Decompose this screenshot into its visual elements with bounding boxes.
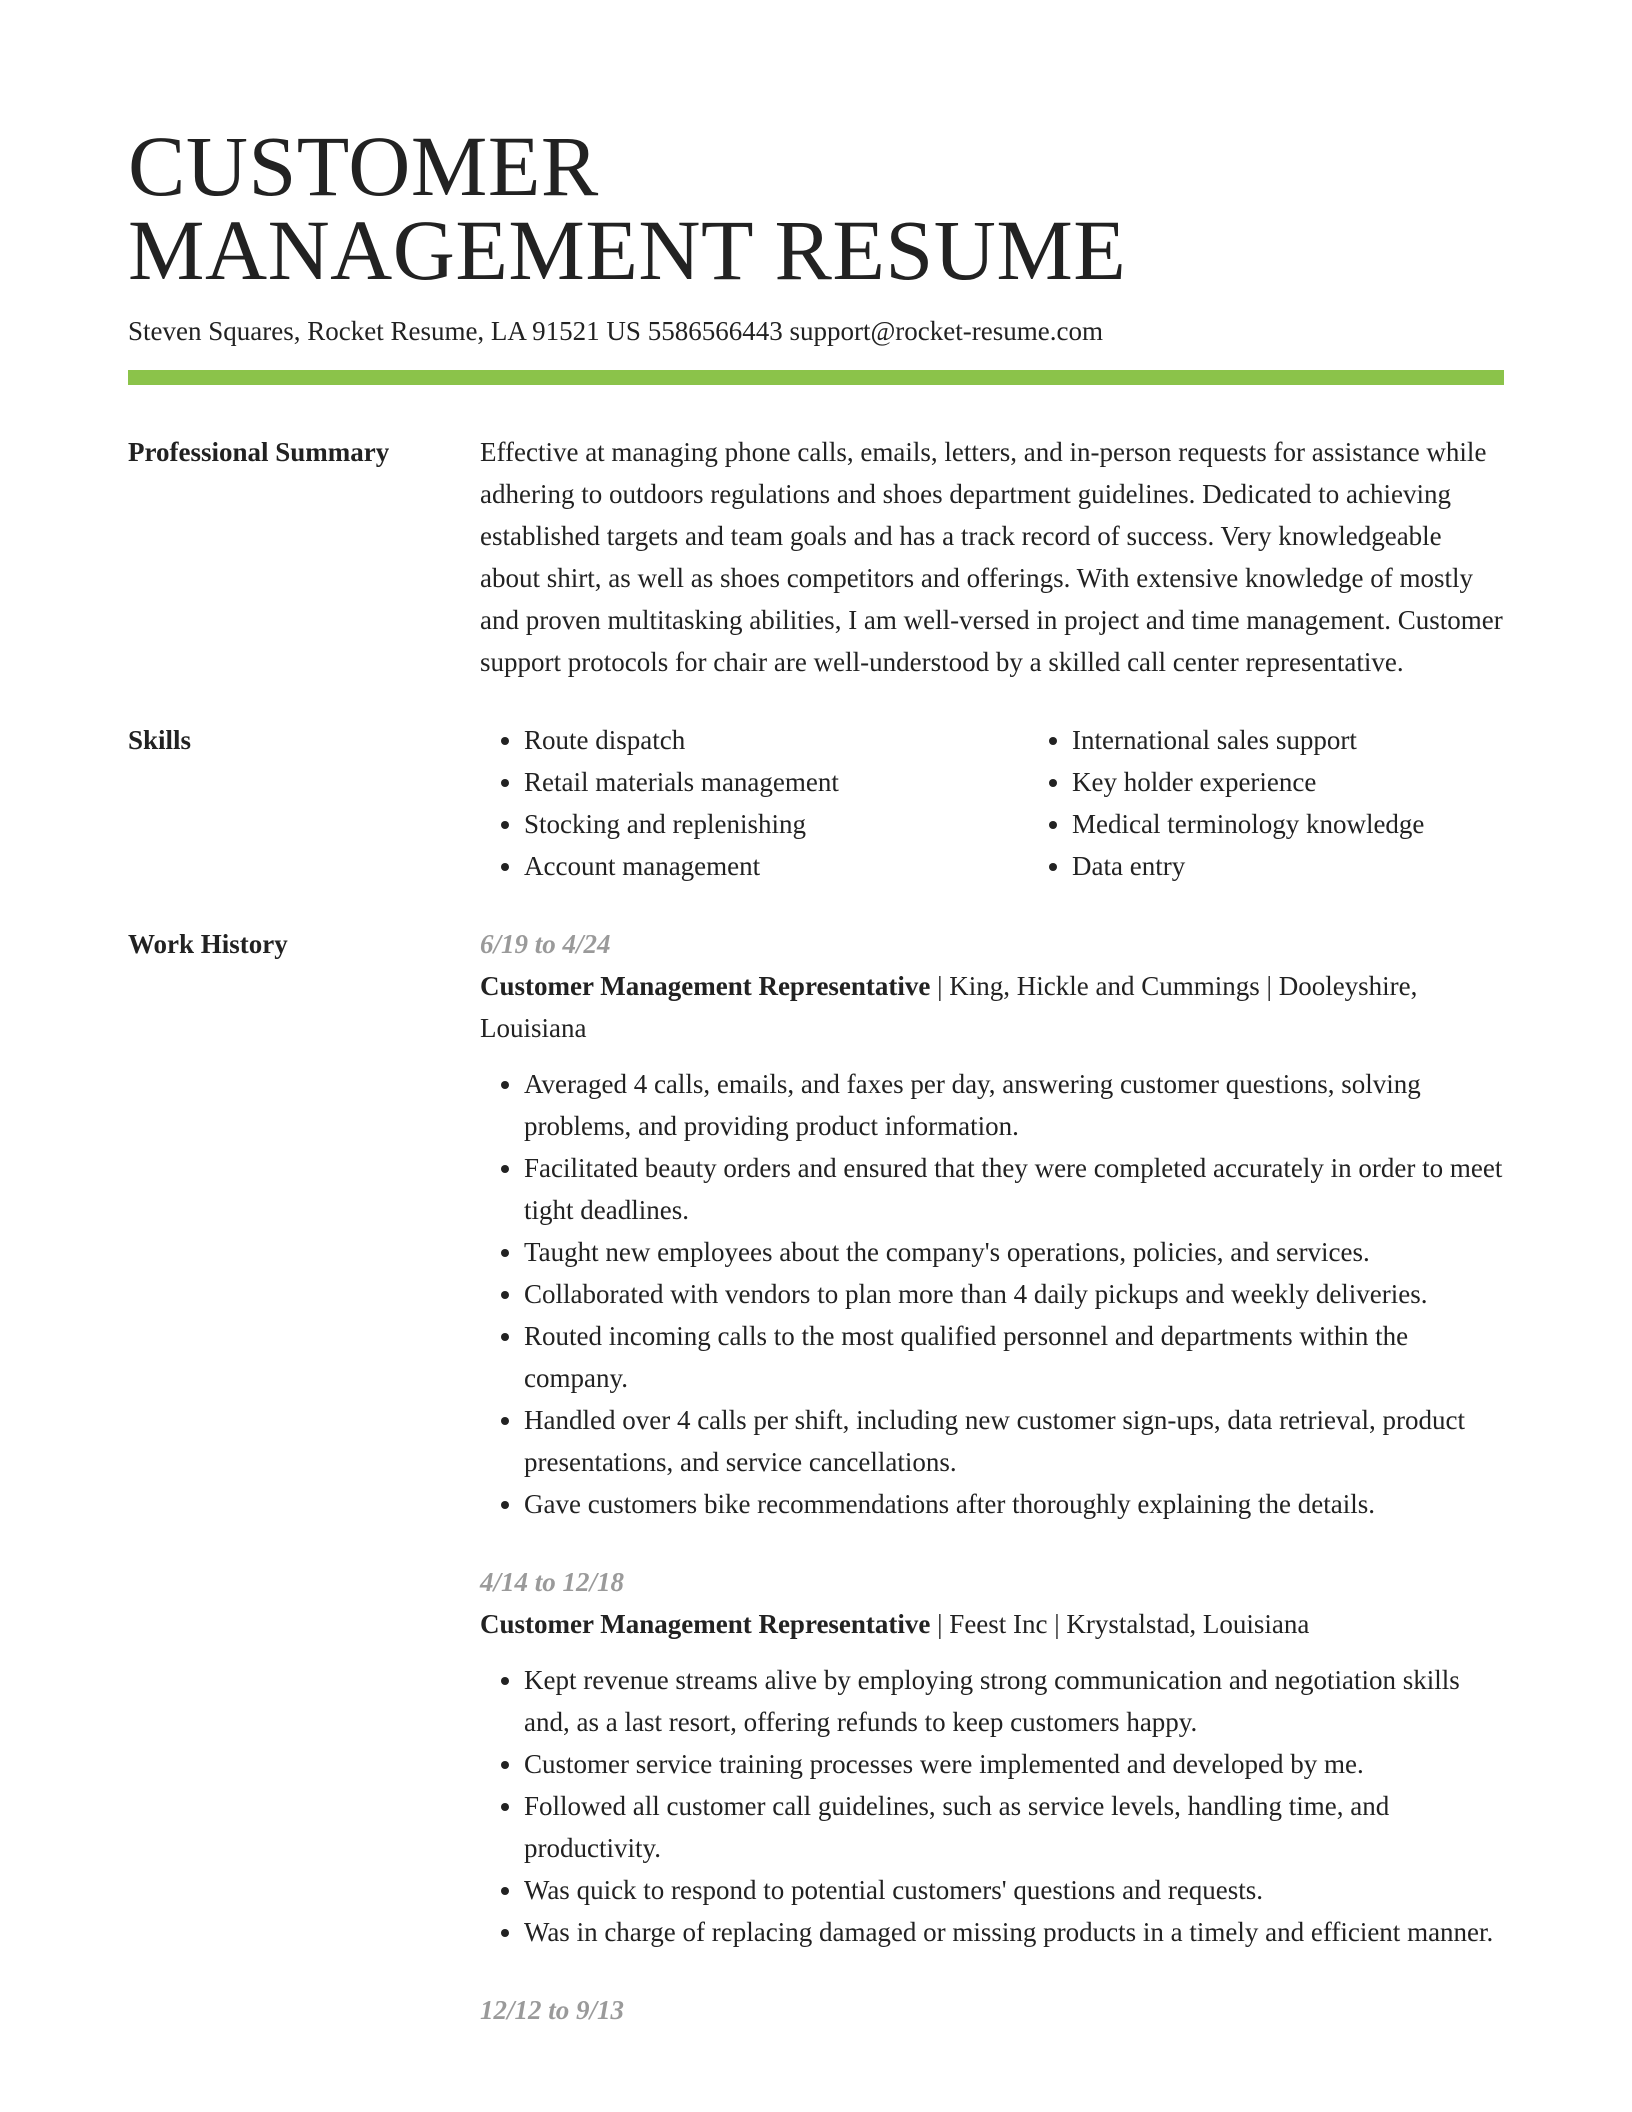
skill-item: • Stocking and replenishing xyxy=(524,803,1028,845)
skill-item: • Route dispatch xyxy=(524,719,1028,761)
job-dates: 4/14 to 12/18 xyxy=(480,1567,625,1597)
skills-column-right xyxy=(1028,719,1576,887)
skills-column-left xyxy=(480,719,1028,887)
job-bullet: • Was in charge of replacing damaged or missing products in a timely and efficient manner. xyxy=(524,1911,1504,1953)
job-bullet: • Handled over 4 calls per shift, including new customer sign-ups, data retrieval, product presentations, and service cancellations. xyxy=(524,1399,1504,1483)
resume-page xyxy=(128,118,1504,2067)
resume-title xyxy=(128,118,1504,298)
job-bullet: • Was quick to respond to potential customers' questions and requests. xyxy=(524,1869,1504,1911)
summary-text: Effective at managing phone calls, emails, letters, and in-person requests for assistance while adhering to outdoors regulations and shoes department guidelines. Dedicated to achieving established targets and team goals and has a track record of success. Very knowledgeable about shirt, as well as shoes competitors and offerings. With extensive knowledge of mostly and proven multitasking abilities, I am well-versed in project and time management. Customer support protocols for chair are well-understood by a skilled call center representative. xyxy=(480,437,1503,677)
contact-line: Steven Squares, Rocket Resume, LA 91521 US 5586566443 support@rocket-resume.com xyxy=(128,316,1103,346)
job-bullet: • Collaborated with vendors to plan more than 4 daily pickups and weekly deliveries. xyxy=(524,1273,1504,1315)
skill-item: • Key holder experience xyxy=(1072,761,1576,803)
skill-item: • Data entry xyxy=(1072,845,1576,887)
job-entry xyxy=(480,1561,1504,1953)
job-dates: 6/19 to 4/24 xyxy=(480,929,611,959)
job-bullet: • Taught new employees about the company's operations, policies, and services. xyxy=(524,1231,1504,1273)
skill-item: • Medical terminology knowledge xyxy=(1072,803,1576,845)
title-line-1: CUSTOMER xyxy=(128,118,599,214)
job-title: Customer Management Representative xyxy=(480,1609,931,1639)
skill-item: • International sales support xyxy=(1072,719,1576,761)
job-bullet: • Averaged 4 calls, emails, and faxes per day, answering customer questions, solving problems, and providing product information. xyxy=(524,1063,1504,1147)
job-title: Customer Management Representative xyxy=(480,971,931,1001)
job-entry xyxy=(480,923,1504,1525)
title-line-2: MANAGEMENT RESUME xyxy=(128,202,1127,298)
job-bullet: • Facilitated beauty orders and ensured that they were completed accurately in order to meet tight deadlines. xyxy=(524,1147,1504,1231)
job-bullet: • Followed all customer call guidelines, such as service levels, handling time, and productivity. xyxy=(524,1785,1504,1869)
skills-section xyxy=(128,719,1504,887)
professional-summary-section xyxy=(128,431,1504,683)
job-heading xyxy=(480,1603,1504,1645)
job-bullet: • Gave customers bike recommendations after thoroughly explaining the details. xyxy=(524,1483,1504,1525)
job-bullet: • Routed incoming calls to the most qualified personnel and departments within the company. xyxy=(524,1315,1504,1399)
job-bullets xyxy=(480,1659,1504,1953)
skill-item: • Retail materials management xyxy=(524,761,1028,803)
accent-divider xyxy=(128,370,1504,385)
skills-grid xyxy=(480,719,1576,887)
skill-item: • Account management xyxy=(524,845,1028,887)
job-bullet: • Customer service training processes were implemented and developed by me. xyxy=(524,1743,1504,1785)
job-bullet: • Kept revenue streams alive by employing strong communication and negotiation skills and, as a last resort, offering refunds to keep customers happy. xyxy=(524,1659,1504,1743)
job-bullets xyxy=(480,1063,1504,1525)
job-heading xyxy=(480,965,1504,1049)
work-history-section xyxy=(128,923,1504,2067)
job-employer-location: | King, Hickle and Cummings | Dooleyshire, Louisiana xyxy=(480,971,1418,1043)
section-label-skills: Skills xyxy=(128,725,192,755)
section-label-summary: Professional Summary xyxy=(128,437,390,467)
section-label-work: Work History xyxy=(128,929,288,959)
job-employer-location: | Feest Inc | Krystalstad, Louisiana xyxy=(930,1609,1310,1639)
job-entry xyxy=(480,1989,1504,2031)
job-dates: 12/12 to 9/13 xyxy=(480,1995,625,2025)
